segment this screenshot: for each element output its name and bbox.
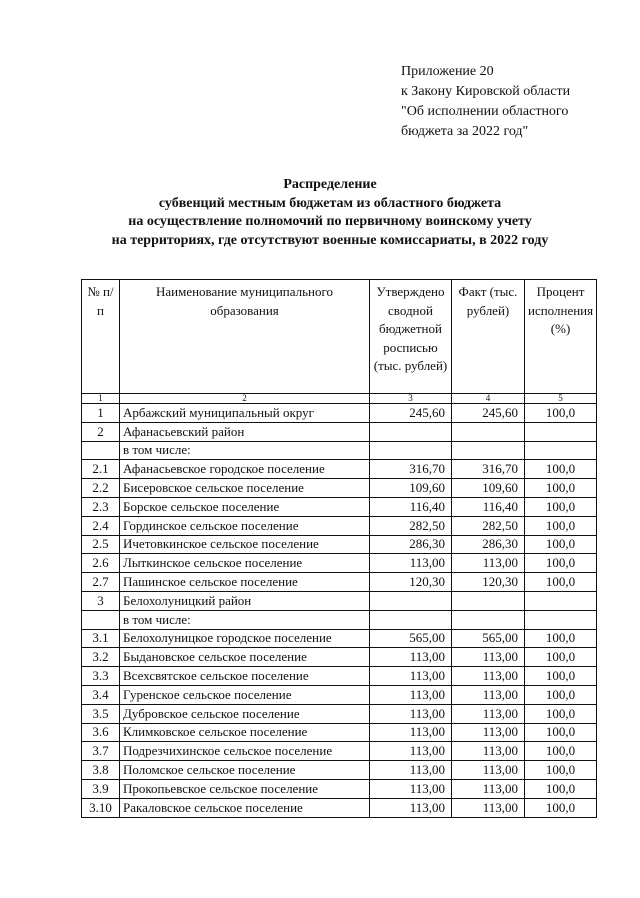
subventions-table: [81, 279, 597, 818]
fact-amount: 109,60: [452, 479, 525, 498]
table-row: [82, 404, 597, 423]
execution-percent: 100,0: [525, 648, 597, 667]
fact-amount: 113,00: [452, 779, 525, 798]
table-row: [82, 591, 597, 610]
approved-amount: [370, 610, 452, 629]
fact-amount: 116,40: [452, 497, 525, 516]
execution-percent: 100,0: [525, 723, 597, 742]
column-number: 3: [370, 394, 452, 404]
execution-percent: 100,0: [525, 798, 597, 817]
table-row: [82, 779, 597, 798]
row-number: 3.4: [82, 685, 120, 704]
row-number: 2.7: [82, 573, 120, 592]
table-row: [82, 573, 597, 592]
fact-amount: 286,30: [452, 535, 525, 554]
table-row: [82, 535, 597, 554]
appendix-line: к Закону Кировской области: [401, 84, 571, 99]
municipality-name: в том числе:: [120, 610, 370, 629]
municipality-name: Борское сельское поселение: [120, 497, 370, 516]
row-number: 3.8: [82, 761, 120, 780]
row-number: 2.4: [82, 516, 120, 535]
approved-amount: 316,70: [370, 460, 452, 479]
fact-amount: 113,00: [452, 723, 525, 742]
title-line: на территориях, где отсутствуют военные комиссариаты, в 2022 году: [111, 232, 549, 248]
column-number: 1: [82, 394, 120, 404]
municipality-name: Быдановское сельское поселение: [120, 648, 370, 667]
municipality-name: Пашинское сельское поселение: [120, 573, 370, 592]
municipality-name: Прокопьевское сельское поселение: [120, 779, 370, 798]
table-row: [82, 610, 597, 629]
table-row: [82, 742, 597, 761]
table-row: [82, 685, 597, 704]
fact-amount: [452, 591, 525, 610]
execution-percent: 100,0: [525, 516, 597, 535]
row-number: 2.3: [82, 497, 120, 516]
row-number: 1: [82, 404, 120, 423]
header-fact: Факт (тыс. рублей): [452, 280, 525, 394]
municipality-name: Ичетовкинское сельское поселение: [120, 535, 370, 554]
row-number: 2: [82, 422, 120, 441]
row-number: 2.1: [82, 460, 120, 479]
fact-amount: 113,00: [452, 648, 525, 667]
title-line: Распределение: [283, 177, 377, 192]
fact-amount: 113,00: [452, 554, 525, 573]
table-body: [82, 404, 597, 818]
appendix-line: Приложение 20: [401, 64, 494, 79]
table-row: [82, 460, 597, 479]
approved-amount: 120,30: [370, 573, 452, 592]
title-line: на осуществление полномочий по первичному воинскому учету: [128, 214, 532, 229]
municipality-name: Дубровское сельское поселение: [120, 704, 370, 723]
table-row: [82, 554, 597, 573]
fact-amount: [452, 441, 525, 460]
approved-amount: 109,60: [370, 479, 452, 498]
approved-amount: 113,00: [370, 742, 452, 761]
municipality-name: Белохолуницкое городское поселение: [120, 629, 370, 648]
execution-percent: 100,0: [525, 497, 597, 516]
approved-amount: 113,00: [370, 798, 452, 817]
municipality-name: Гуренское сельское поселение: [120, 685, 370, 704]
fact-amount: 113,00: [452, 798, 525, 817]
execution-percent: [525, 591, 597, 610]
row-number: [82, 441, 120, 460]
execution-percent: [525, 610, 597, 629]
approved-amount: 113,00: [370, 648, 452, 667]
execution-percent: 100,0: [525, 554, 597, 573]
approved-amount: 565,00: [370, 629, 452, 648]
approved-amount: 245,60: [370, 404, 452, 423]
table-row: [82, 704, 597, 723]
fact-amount: 113,00: [452, 685, 525, 704]
execution-percent: 100,0: [525, 404, 597, 423]
fact-amount: 565,00: [452, 629, 525, 648]
table-row: [82, 629, 597, 648]
header-num: № п/п: [82, 280, 120, 394]
fact-amount: 113,00: [452, 704, 525, 723]
row-number: 3.10: [82, 798, 120, 817]
fact-amount: 282,50: [452, 516, 525, 535]
table-row: [82, 761, 597, 780]
approved-amount: 113,00: [370, 761, 452, 780]
column-number: 5: [525, 394, 597, 404]
municipality-name: в том числе:: [120, 441, 370, 460]
header-approved: Утверждено сводной бюджетной росписью (тыс. рублей): [370, 280, 452, 394]
municipality-name: Всехсвятское сельское поселение: [120, 667, 370, 686]
approved-amount: 113,00: [370, 685, 452, 704]
column-number: 4: [452, 394, 525, 404]
execution-percent: 100,0: [525, 704, 597, 723]
appendix-line: "Об исполнении областного: [401, 104, 569, 119]
fact-amount: 113,00: [452, 761, 525, 780]
execution-percent: [525, 441, 597, 460]
table-row: [82, 667, 597, 686]
municipality-name: Бисеровское сельское поселение: [120, 479, 370, 498]
municipality-name: Гординское сельское поселение: [120, 516, 370, 535]
table-row: [82, 441, 597, 460]
header-name: Наименование муниципального образования: [120, 280, 370, 394]
municipality-name: Ракаловское сельское поселение: [120, 798, 370, 817]
execution-percent: 100,0: [525, 761, 597, 780]
fact-amount: 113,00: [452, 667, 525, 686]
approved-amount: 113,00: [370, 779, 452, 798]
execution-percent: 100,0: [525, 629, 597, 648]
fact-amount: [452, 610, 525, 629]
column-number: 2: [120, 394, 370, 404]
row-number: 2.2: [82, 479, 120, 498]
fact-amount: 120,30: [452, 573, 525, 592]
municipality-name: Климковское сельское поселение: [120, 723, 370, 742]
approved-amount: 113,00: [370, 723, 452, 742]
execution-percent: 100,0: [525, 573, 597, 592]
row-number: 3: [82, 591, 120, 610]
appendix-line: бюджета за 2022 год": [401, 124, 529, 139]
approved-amount: 286,30: [370, 535, 452, 554]
document-title: [40, 176, 620, 250]
row-number: 3.7: [82, 742, 120, 761]
municipality-name: Афанасьевское городское поселение: [120, 460, 370, 479]
row-number: 3.1: [82, 629, 120, 648]
row-number: 3.5: [82, 704, 120, 723]
execution-percent: 100,0: [525, 685, 597, 704]
municipality-name: Подрезчихинское сельское поселение: [120, 742, 370, 761]
row-number: 3.9: [82, 779, 120, 798]
approved-amount: 282,50: [370, 516, 452, 535]
municipality-name: Белохолуницкий район: [120, 591, 370, 610]
execution-percent: [525, 422, 597, 441]
fact-amount: 316,70: [452, 460, 525, 479]
approved-amount: 113,00: [370, 704, 452, 723]
table-row: [82, 516, 597, 535]
municipality-name: Лыткинское сельское поселение: [120, 554, 370, 573]
fact-amount: 113,00: [452, 742, 525, 761]
approved-amount: [370, 422, 452, 441]
table-row: [82, 798, 597, 817]
municipality-name: Афанасьевский район: [120, 422, 370, 441]
execution-percent: 100,0: [525, 479, 597, 498]
row-number: 3.3: [82, 667, 120, 686]
approved-amount: [370, 441, 452, 460]
fact-amount: 245,60: [452, 404, 525, 423]
table-row: [82, 497, 597, 516]
approved-amount: 116,40: [370, 497, 452, 516]
table-header-row: [82, 280, 597, 394]
execution-percent: 100,0: [525, 742, 597, 761]
municipality-name: Арбажский муниципальный округ: [120, 404, 370, 423]
table-row: [82, 723, 597, 742]
table-row: [82, 648, 597, 667]
execution-percent: 100,0: [525, 779, 597, 798]
table-row: [82, 422, 597, 441]
execution-percent: 100,0: [525, 460, 597, 479]
row-number: 3.2: [82, 648, 120, 667]
header-percent: Процент исполнения (%): [525, 280, 597, 394]
execution-percent: 100,0: [525, 667, 597, 686]
row-number: 3.6: [82, 723, 120, 742]
approved-amount: 113,00: [370, 554, 452, 573]
fact-amount: [452, 422, 525, 441]
municipality-name: Поломское сельское поселение: [120, 761, 370, 780]
execution-percent: 100,0: [525, 535, 597, 554]
row-number: [82, 610, 120, 629]
approved-amount: 113,00: [370, 667, 452, 686]
title-line: субвенций местным бюджетам из областного бюджета: [158, 195, 502, 211]
table-row: [82, 479, 597, 498]
approved-amount: [370, 591, 452, 610]
row-number: 2.6: [82, 554, 120, 573]
column-number-row: [82, 394, 597, 404]
row-number: 2.5: [82, 535, 120, 554]
appendix-reference: [401, 62, 631, 142]
